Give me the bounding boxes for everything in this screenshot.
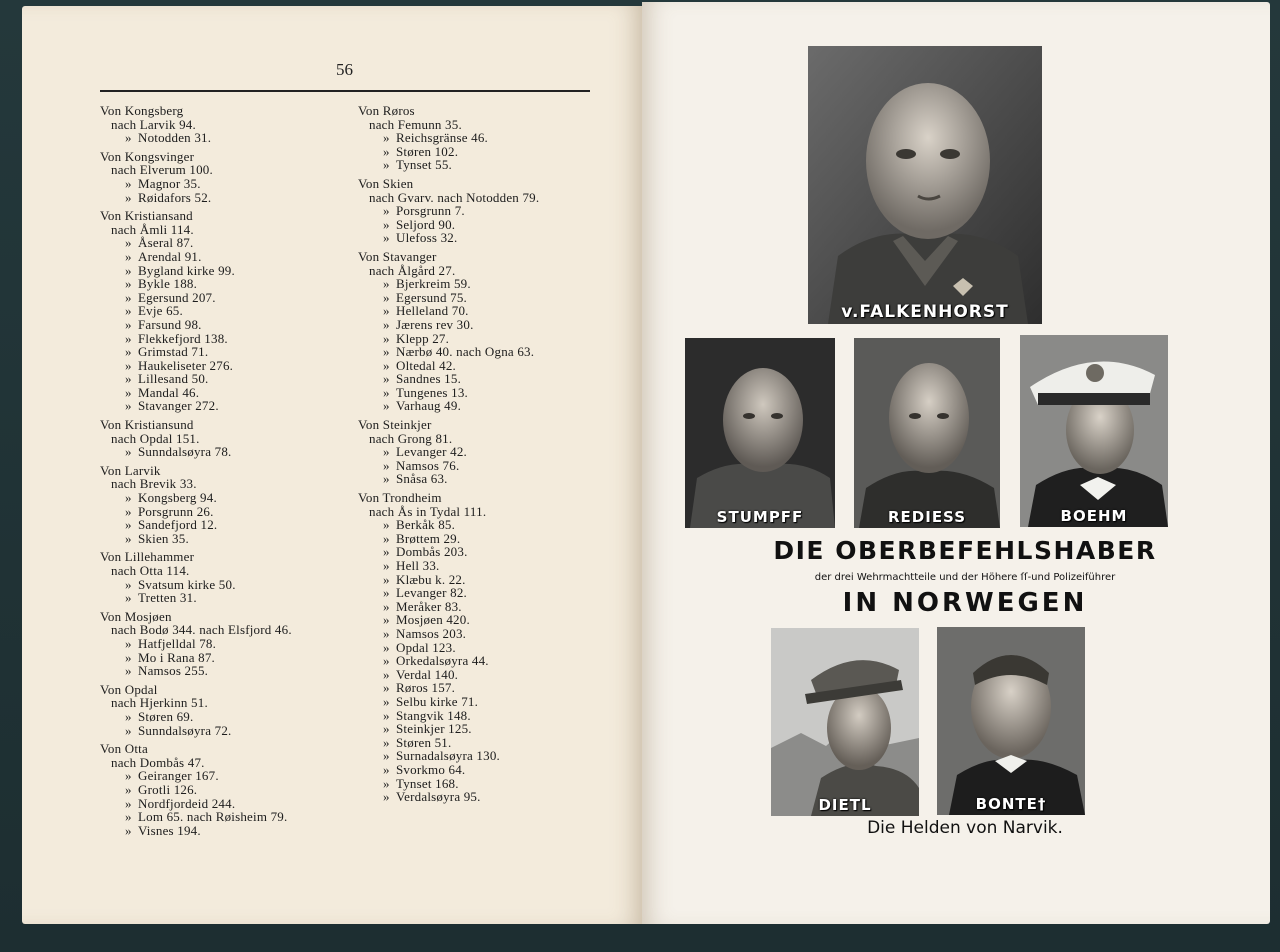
route-first-destination: nach Ålgård 27. (369, 262, 456, 278)
destination-text: Hell 33. (396, 558, 440, 573)
ditto-mark-icon: » (383, 612, 390, 628)
destination-text: Skien 35. (138, 530, 189, 546)
route-destination (100, 332, 358, 346)
route-destination (100, 518, 358, 532)
destination-text: Sandefjord 12. (138, 517, 218, 533)
route-first-destination: nach Larvik 94. (111, 116, 196, 132)
route-destination (358, 204, 616, 218)
route-destination (358, 304, 616, 318)
destination-text: Hatfjelldal 78. (138, 635, 217, 651)
ditto-mark-icon: » (125, 235, 132, 251)
ditto-mark-icon: » (125, 398, 132, 414)
route-destination (358, 749, 616, 763)
route-origin: Von Skien (358, 175, 414, 191)
destination-text: Farsund 98. (138, 316, 202, 332)
ditto-mark-icon: » (383, 775, 390, 791)
destination-text: Mo i Rana 87. (138, 649, 215, 665)
portrait-dietl-image (771, 628, 919, 816)
route-destination (358, 545, 616, 559)
ditto-mark-icon: » (383, 289, 390, 305)
destination-text: Bygland kirke 99. (138, 262, 235, 278)
ditto-mark-icon: » (125, 635, 132, 651)
route-origin: Von Steinkjer (358, 417, 432, 433)
route-destination (358, 231, 616, 245)
route-first-destination: nach Gvarv. nach Notodden 79. (369, 189, 540, 205)
destination-text: Stangvik 148. (396, 707, 471, 723)
route-destination (358, 372, 616, 386)
ditto-mark-icon: » (383, 444, 390, 460)
destination-text: Åseral 87. (138, 235, 194, 251)
route-entry (358, 418, 616, 486)
destination-text: Tynset 55. (396, 157, 452, 173)
subtitle: der drei Wehrmachtteile und der Höhere ſſ-und Polizeiführer (814, 572, 1116, 583)
portrait-stumpff-image (685, 338, 835, 528)
route-destination (358, 681, 616, 695)
ditto-mark-icon: » (125, 357, 132, 373)
ditto-mark-icon: » (383, 734, 390, 750)
route-origin: Von Otta (100, 741, 148, 757)
ditto-mark-icon: » (125, 503, 132, 519)
route-destination (100, 236, 358, 250)
route-destination (100, 637, 358, 651)
route-destination (358, 459, 616, 473)
destination-text: Levanger 82. (396, 585, 467, 601)
ditto-mark-icon: » (383, 666, 390, 682)
destination-text: Arendal 91. (138, 248, 202, 264)
ditto-mark-icon: » (383, 517, 390, 533)
ditto-mark-icon: » (125, 444, 132, 460)
route-first-destination: nach Brevik 33. (111, 476, 197, 492)
route-origin: Von Røros (358, 103, 415, 118)
ditto-mark-icon: » (383, 571, 390, 587)
destination-text: Visnes 194. (138, 822, 201, 838)
ditto-mark-icon: » (125, 189, 132, 205)
route-destination (100, 664, 358, 678)
route-destination (358, 668, 616, 682)
route-origin: Von Kristiansand (100, 208, 193, 224)
destination-text: Namsos 76. (396, 457, 460, 473)
destination-text: Namsos 203. (396, 625, 467, 641)
destination-text: Porsgrunn 26. (138, 503, 214, 519)
destination-text: Levanger 42. (396, 444, 467, 460)
route-entry (100, 464, 358, 546)
route-destination (358, 472, 616, 486)
destination-text: Klepp 27. (396, 330, 450, 346)
route-destination (100, 191, 358, 205)
route-entry (358, 491, 616, 804)
route-destination (100, 724, 358, 738)
destination-text: Meråker 83. (396, 598, 462, 614)
ditto-mark-icon: » (125, 722, 132, 738)
route-destination (100, 578, 358, 592)
route-destination (100, 291, 358, 305)
route-first-destination: nach Dombås 47. (111, 754, 205, 770)
ditto-mark-icon: » (383, 330, 390, 346)
route-destination (100, 651, 358, 665)
route-destination (358, 291, 616, 305)
route-origin: Von Kongsberg (100, 103, 184, 118)
destination-text: Røros 157. (396, 680, 456, 696)
destination-text: Ulefoss 32. (396, 230, 458, 246)
destination-text: Tungenes 13. (396, 384, 468, 400)
ditto-mark-icon: » (383, 216, 390, 232)
route-destination (358, 386, 616, 400)
route-first-destination: nach Åmli 114. (111, 221, 194, 237)
ditto-mark-icon: » (383, 316, 390, 332)
destination-text: Opdal 123. (396, 639, 456, 655)
destination-text: Mandal 46. (138, 384, 200, 400)
destination-text: Nordfjordeid 244. (138, 795, 236, 811)
destination-text: Klæbu k. 22. (396, 571, 466, 587)
destination-text: Geiranger 167. (138, 768, 219, 784)
ditto-mark-icon: » (125, 130, 132, 146)
ditto-mark-icon: » (125, 809, 132, 825)
destination-text: Seljord 90. (396, 216, 456, 232)
route-entry (100, 610, 358, 678)
route-destination (358, 654, 616, 668)
destination-text: Haukeliseter 276. (138, 357, 234, 373)
route-destination (100, 783, 358, 797)
ditto-mark-icon: » (383, 585, 390, 601)
destination-text: Stavanger 272. (138, 398, 219, 414)
headline-norwegen: IN NORWEGEN (842, 588, 1088, 618)
route-entry (100, 418, 358, 459)
route-destination (100, 372, 358, 386)
portrait-falkenhorst (808, 46, 1042, 324)
destination-text: Lillesand 50. (138, 371, 209, 387)
ditto-mark-icon: » (383, 598, 390, 614)
ditto-mark-icon: » (125, 490, 132, 506)
route-destination (358, 131, 616, 145)
ditto-mark-icon: » (125, 822, 132, 838)
route-destination (100, 264, 358, 278)
route-destination (358, 399, 616, 413)
destination-text: Egersund 207. (138, 289, 216, 305)
route-first-destination: nach Bodø 344. nach Elsfjord 46. (111, 622, 292, 638)
route-destination (100, 810, 358, 824)
destination-text: Selbu kirke 71. (396, 693, 479, 709)
route-destination (100, 250, 358, 264)
route-first-destination: nach Opdal 151. (111, 430, 200, 446)
ditto-mark-icon: » (383, 471, 390, 487)
route-column-1 (100, 104, 358, 842)
ditto-mark-icon: » (383, 748, 390, 764)
page-number: 56 (336, 60, 353, 79)
destination-text: Magnor 35. (138, 175, 201, 191)
ditto-mark-icon: » (383, 344, 390, 360)
label-dietl: DIETL (818, 796, 872, 814)
route-destination (358, 613, 616, 627)
route-origin: Von Larvik (100, 462, 161, 478)
destination-text: Steinkjer 125. (396, 721, 472, 737)
route-destination (358, 318, 616, 332)
ditto-mark-icon: » (383, 639, 390, 655)
route-entry (358, 104, 616, 172)
route-first-destination: nach Ås in Tydal 111. (369, 503, 487, 519)
route-destination (358, 722, 616, 736)
route-destination (358, 345, 616, 359)
route-destination (358, 777, 616, 791)
destination-text: Varhaug 49. (396, 398, 462, 414)
destination-text: Røidafors 52. (138, 189, 212, 205)
ditto-mark-icon: » (125, 175, 132, 191)
ditto-mark-icon: » (383, 544, 390, 560)
portrait-bonte (937, 627, 1085, 815)
route-destination (100, 532, 358, 546)
ditto-mark-icon: » (125, 663, 132, 679)
ditto-mark-icon: » (125, 276, 132, 292)
ditto-mark-icon: » (125, 649, 132, 665)
route-destination (358, 641, 616, 655)
route-origin: Von Mosjøen (100, 608, 172, 624)
ditto-mark-icon: » (383, 789, 390, 805)
route-destination (358, 445, 616, 459)
destination-text: Egersund 75. (396, 289, 467, 305)
route-first-destination: nach Hjerkinn 51. (111, 695, 208, 711)
route-destination (100, 491, 358, 505)
route-first-destination: nach Femunn 35. (369, 116, 462, 132)
ditto-mark-icon: » (383, 130, 390, 146)
destination-text: Lom 65. nach Røisheim 79. (138, 809, 288, 825)
route-column-2 (358, 104, 616, 809)
route-destination (100, 797, 358, 811)
ditto-mark-icon: » (383, 357, 390, 373)
ditto-mark-icon: » (125, 330, 132, 346)
ditto-mark-icon: » (383, 384, 390, 400)
ditto-mark-icon: » (383, 371, 390, 387)
ditto-mark-icon: » (125, 530, 132, 546)
ditto-mark-icon: » (383, 276, 390, 292)
route-entry (100, 550, 358, 604)
ditto-mark-icon: » (383, 625, 390, 641)
ditto-mark-icon: » (383, 157, 390, 173)
route-destination (358, 736, 616, 750)
route-destination (358, 763, 616, 777)
route-destination (100, 505, 358, 519)
destination-text: Kongsberg 94. (138, 490, 217, 506)
route-first-destination: nach Otta 114. (111, 563, 190, 578)
destination-text: Reichsgränse 46. (396, 130, 489, 146)
portrait-boehm-image (1020, 335, 1168, 527)
ditto-mark-icon: » (125, 262, 132, 278)
ditto-mark-icon: » (125, 289, 132, 305)
label-falkenhorst: v.FALKENHORST (841, 302, 1009, 322)
destination-text: Helleland 70. (396, 303, 469, 319)
route-first-destination: nach Grong 81. (369, 430, 453, 446)
header-rule (100, 90, 590, 92)
ditto-mark-icon: » (383, 530, 390, 546)
ditto-mark-icon: » (383, 230, 390, 246)
ditto-mark-icon: » (125, 781, 132, 797)
ditto-mark-icon: » (383, 707, 390, 723)
route-entry (100, 209, 358, 413)
ditto-mark-icon: » (125, 576, 132, 592)
route-destination (100, 445, 358, 459)
destination-text: Mosjøen 420. (396, 612, 470, 628)
route-destination (100, 177, 358, 191)
route-destination (358, 332, 616, 346)
ditto-mark-icon: » (125, 316, 132, 332)
destination-text: Berkåk 85. (396, 517, 456, 533)
portrait-dietl (771, 628, 919, 816)
route-entry (100, 150, 358, 204)
route-origin: Von Kongsvinger (100, 148, 195, 164)
route-origin: Von Trondheim (358, 490, 442, 506)
destination-text: Snåsa 63. (396, 471, 448, 487)
destination-text: Jærens rev 30. (396, 316, 474, 332)
ditto-mark-icon: » (125, 795, 132, 811)
route-entry (100, 683, 358, 737)
destination-text: Brøttem 29. (396, 530, 461, 546)
label-rediess: REDIESS (887, 508, 966, 526)
ditto-mark-icon: » (383, 143, 390, 159)
ditto-mark-icon: » (383, 693, 390, 709)
portrait-rediess (854, 338, 1000, 528)
destination-text: Støren 102. (396, 143, 459, 159)
route-destination (100, 399, 358, 413)
route-destination (358, 158, 616, 172)
ditto-mark-icon: » (125, 303, 132, 319)
destination-text: Svatsum kirke 50. (138, 576, 236, 592)
caption-narvik: Die Helden von Narvik. (867, 818, 1063, 838)
ditto-mark-icon: » (383, 721, 390, 737)
ditto-mark-icon: » (125, 344, 132, 360)
ditto-mark-icon: » (125, 708, 132, 724)
route-entry (358, 177, 616, 245)
destination-text: Oltedal 42. (396, 357, 456, 373)
ditto-mark-icon: » (383, 457, 390, 473)
ditto-mark-icon: » (383, 680, 390, 696)
route-destination (100, 345, 358, 359)
route-destination (100, 131, 358, 145)
route-destination (100, 386, 358, 400)
destination-text: Evje 65. (138, 303, 183, 319)
destination-text: Verdalsøyra 95. (396, 789, 481, 805)
route-destination (358, 518, 616, 532)
route-destination (100, 824, 358, 838)
route-destination (358, 627, 616, 641)
route-entry (100, 742, 358, 837)
ditto-mark-icon: » (125, 768, 132, 784)
ditto-mark-icon: » (383, 203, 390, 219)
ditto-mark-icon: » (125, 517, 132, 533)
ditto-mark-icon: » (125, 371, 132, 387)
destination-text: Tretten 31. (138, 590, 197, 606)
route-destination (358, 559, 616, 573)
destination-text: Støren 51. (396, 734, 452, 750)
route-destination (100, 277, 358, 291)
label-boehm: BOEHM (1060, 507, 1128, 525)
label-bonte: BONTE† (975, 795, 1047, 813)
destination-text: Sunndalsøyra 72. (138, 722, 232, 738)
route-destination (358, 359, 616, 373)
ditto-mark-icon: » (383, 653, 390, 669)
destination-text: Namsos 255. (138, 663, 209, 679)
route-destination (100, 359, 358, 373)
route-first-destination: nach Elverum 100. (111, 162, 213, 178)
route-destination (100, 318, 358, 332)
route-destination (358, 532, 616, 546)
ditto-mark-icon: » (383, 558, 390, 573)
route-origin: Von Opdal (100, 681, 158, 697)
route-entry (358, 250, 616, 413)
route-destination (358, 586, 616, 600)
destination-text: Porsgrunn 7. (396, 203, 465, 219)
route-destination (100, 710, 358, 724)
ditto-mark-icon: » (125, 384, 132, 400)
destination-text: Verdal 140. (396, 666, 459, 682)
destination-text: Grotli 126. (138, 781, 198, 797)
route-destination (358, 600, 616, 614)
ditto-mark-icon: » (125, 248, 132, 264)
route-destination (100, 591, 358, 605)
route-origin: Von Lillehammer (100, 549, 195, 565)
destination-text: Flekkefjord 138. (138, 330, 228, 346)
destination-text: Bykle 188. (138, 276, 198, 292)
destination-text: Tynset 168. (396, 775, 459, 791)
label-stumpff: STUMPFF (716, 508, 804, 526)
destination-text: Sandnes 15. (396, 371, 462, 387)
destination-text: Bjerkreim 59. (396, 276, 471, 292)
route-destination (358, 218, 616, 232)
route-destination (358, 145, 616, 159)
route-destination (100, 769, 358, 783)
route-destination (358, 695, 616, 709)
destination-text: Støren 69. (138, 708, 194, 724)
route-destination (358, 573, 616, 587)
destination-text: Svorkmo 64. (396, 761, 466, 777)
portrait-rediess-image (854, 338, 1000, 528)
portrait-stumpff (685, 338, 835, 528)
route-origin: Von Stavanger (358, 248, 437, 264)
route-destination (358, 709, 616, 723)
destination-text: Orkedalsøyra 44. (396, 653, 489, 669)
route-destination (358, 277, 616, 291)
headline-oberbefehlshaber: DIE OBERBEFEHLSHABER (773, 536, 1157, 565)
route-destination (100, 304, 358, 318)
portrait-boehm (1020, 335, 1168, 527)
destination-text: Nærbø 40. nach Ogna 63. (396, 344, 535, 360)
destination-text: Notodden 31. (138, 130, 212, 146)
portrait-bonte-image (937, 627, 1085, 815)
route-destination (358, 790, 616, 804)
portrait-falkenhorst-image (808, 46, 1042, 324)
route-entry (100, 104, 358, 145)
destination-text: Dombås 203. (396, 544, 468, 560)
destination-text: Grimstad 71. (138, 344, 209, 360)
destination-text: Sunndalsøyra 78. (138, 444, 232, 460)
destination-text: Surnadalsøyra 130. (396, 748, 500, 764)
ditto-mark-icon: » (125, 590, 132, 606)
route-origin: Von Kristiansund (100, 417, 194, 433)
ditto-mark-icon: » (383, 761, 390, 777)
ditto-mark-icon: » (383, 303, 390, 319)
ditto-mark-icon: » (383, 398, 390, 414)
